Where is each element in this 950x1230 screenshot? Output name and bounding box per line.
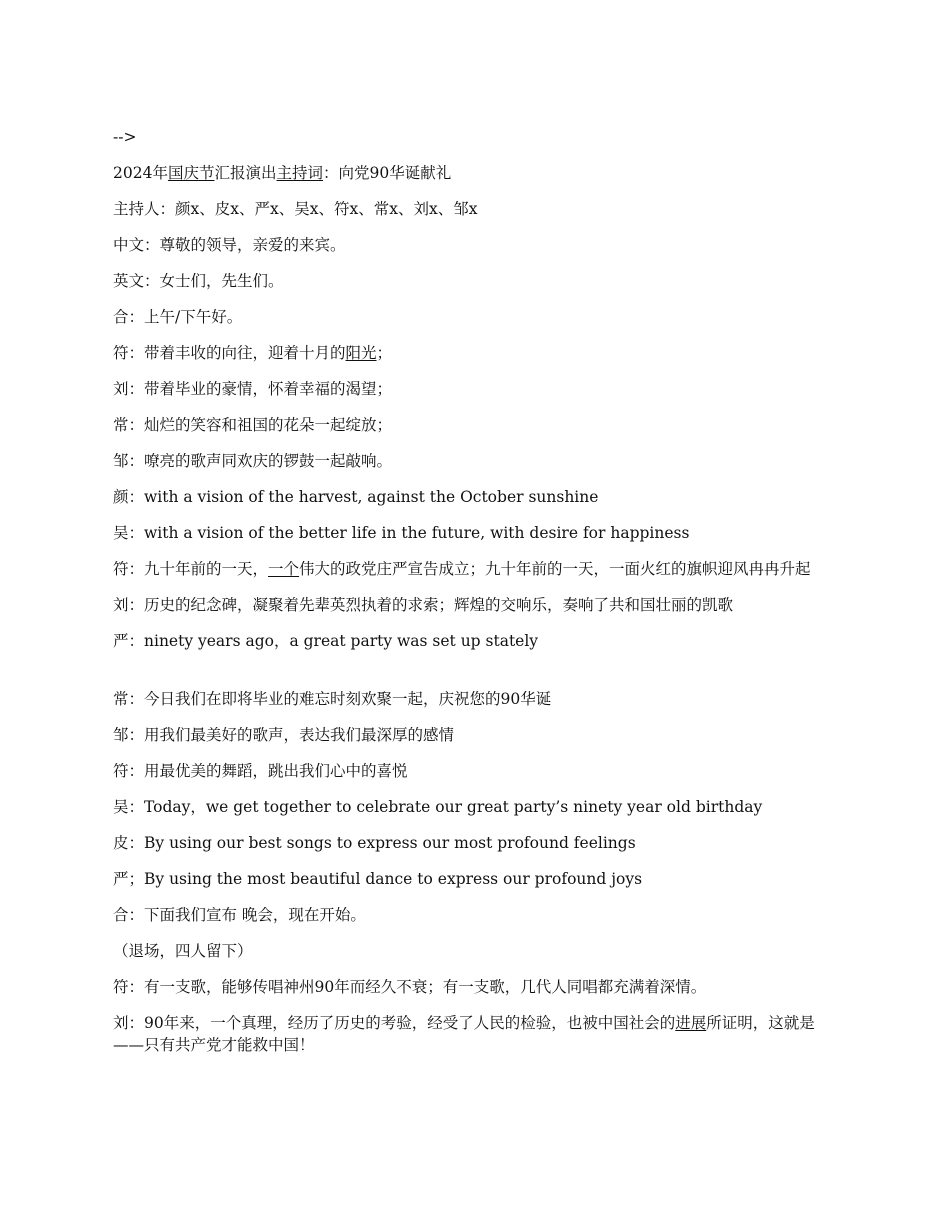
english-greeting: 英文：女士们，先生们。 [113, 272, 284, 290]
fu-line-2-after: 伟大的政党庄严宣告成立；九十年前的一天，一面火红的旗帜迎风冉冉升起 [299, 560, 811, 578]
chang-line-1: 常：灿烂的笑容和祖国的花朵一起绽放； [113, 416, 393, 434]
yan-line-3: 严；By using the most beautiful dance to express our profound joys [113, 870, 643, 888]
chang-line-2: 常：今日我们在即将毕业的难忘时刻欢聚一起，庆祝您的90华诞 [113, 690, 552, 708]
progress-link[interactable]: 进展 [675, 1014, 707, 1032]
fu-line-1-after: ； [376, 344, 393, 362]
fu-line-2 [113, 558, 840, 580]
together-announcement: 合：下面我们宣布 晚会，现在开始。 [113, 906, 366, 924]
title-part-3: ：向党90华诞献礼 [323, 164, 452, 182]
liu-line-3-after: 所证明，这就是——只有共产党才能救中国！ [113, 1014, 815, 1054]
liu-line-2: 刘：历史的纪念碑，凝聚着先辈英烈执着的求索；辉煌的交响乐，奏响了共和国壮丽的凯歌 [113, 596, 734, 614]
chinese-greeting: 中文：尊敬的领导，亲爱的来宾。 [113, 236, 346, 254]
national-day-link[interactable]: 国庆节 [167, 164, 215, 182]
fu-line-3: 符：用最优美的舞蹈，跳出我们心中的喜悦 [113, 762, 408, 780]
stage-direction: （退场，四人留下） [113, 942, 253, 960]
title-part-2: 汇报演出 [214, 164, 277, 182]
hosts-line: 主持人：颜x、皮x、严x、吴x、符x、常x、刘x、邹x [113, 200, 478, 218]
liu-line-1: 刘：带着毕业的豪情，怀着幸福的渴望； [113, 380, 393, 398]
yan-line-1: 颜：with a vision of the harvest, against the October sunshine [113, 488, 599, 506]
fu-line-4: 符：有一支歌，能够传唱神州90年而经久不衰；有一支歌，几代人同唱都充满着深情。 [113, 978, 707, 996]
fu-line-1-before: 符：带着丰收的向往，迎着十月的 [113, 344, 346, 362]
fu-line-2-before: 符：九十年前的一天， [113, 560, 269, 578]
wu-line-1: 吴：with a vision of the better life in the future, with desire for happiness [113, 524, 690, 542]
page-title [113, 162, 840, 184]
sunshine-link[interactable]: 阳光 [345, 344, 377, 362]
title-part-1: 2024年 [113, 164, 168, 182]
pi-line-1: 皮：By using our best songs to express our most profound feelings [113, 834, 636, 852]
liu-line-3-before: 刘：90年来，一个真理，经历了历史的考验，经受了人民的检验，也被中国社会的 [113, 1014, 676, 1032]
zou-line-1: 邹：嘹亮的歌声同欢庆的锣鼓一起敲响。 [113, 452, 393, 470]
fu-line-1 [113, 342, 840, 364]
liu-line-3 [113, 1012, 840, 1056]
document-body [113, 126, 840, 1070]
host-script-link[interactable]: 主持词 [276, 164, 323, 182]
wu-line-2: 吴：Today，we get together to celebrate our great party’s ninety year old birthday [113, 798, 763, 816]
one-link[interactable]: 一个 [268, 560, 300, 578]
stray-marker: --> [113, 128, 137, 146]
together-greeting: 合：上午/下午好。 [113, 308, 243, 326]
zou-line-2: 邹：用我们最美好的歌声，表达我们最深厚的感情 [113, 726, 455, 744]
yan-line-2: 严：ninety years ago，a great party was set up stately [113, 632, 539, 650]
